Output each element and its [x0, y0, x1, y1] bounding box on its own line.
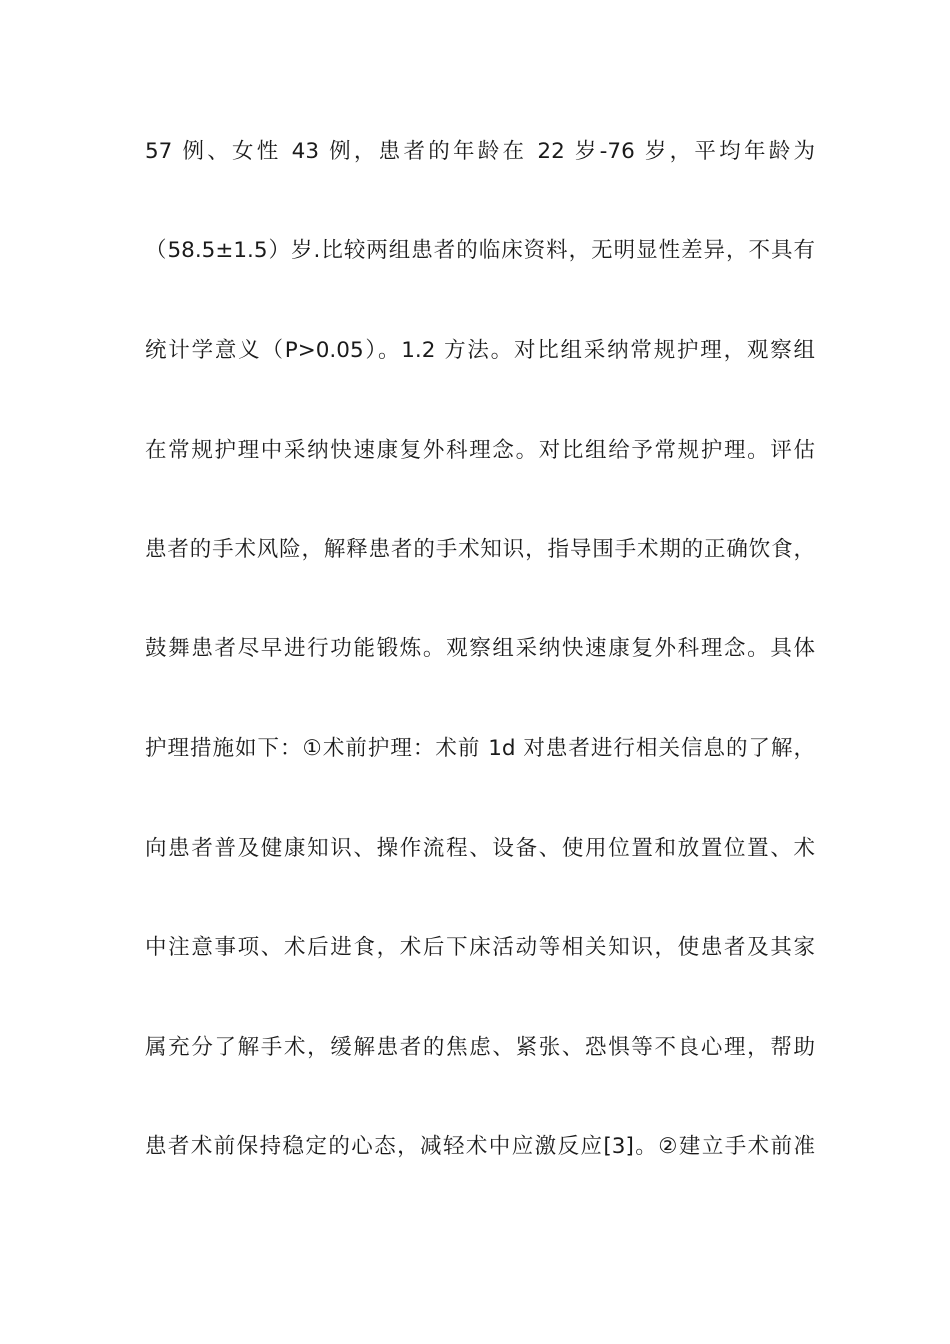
paragraph-line-5: 患者的手术风险，解释患者的手术知识，指导围手术期的正确饮食， [145, 537, 815, 562]
paragraph-line-8: 向患者普及健康知识、操作流程、设备、使用位置和放置位置、术 [145, 836, 815, 861]
paragraph-line-2: （58.5±1.5）岁.比较两组患者的临床资料，无明显性差异，不具有 [145, 238, 815, 263]
paragraph-line-6: 鼓舞患者尽早进行功能锻炼。观察组采纳快速康复外科理念。具体 [145, 636, 815, 661]
paragraph-line-9: 中注意事项、术后进食，术后下床活动等相关知识，使患者及其家 [145, 935, 815, 960]
paragraph-line-1: 57 例、女性 43 例，患者的年龄在 22 岁-76 岁，平均年龄为 [145, 139, 815, 164]
paragraph-line-4: 在常规护理中采纳快速康复外科理念。对比组给予常规护理。评估 [145, 438, 815, 463]
paragraph-line-11: 患者术前保持稳定的心态，减轻术中应激反应[3]。②建立手术前准 [145, 1134, 815, 1159]
paragraph-line-3: 统计学意义（P>0.05）。1.2 方法。对比组采纳常规护理，观察组 [145, 338, 815, 363]
paragraph-line-10: 属充分了解手术，缓解患者的焦虑、紧张、恐惧等不良心理，帮助 [145, 1035, 815, 1060]
paragraph-line-7: 护理措施如下：①术前护理：术前 1d 对患者进行相关信息的了解， [145, 736, 815, 761]
